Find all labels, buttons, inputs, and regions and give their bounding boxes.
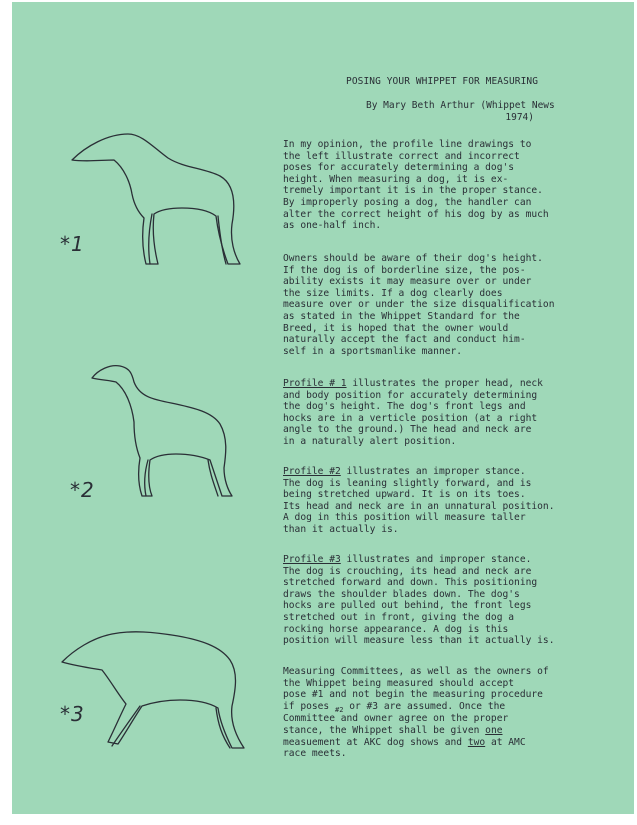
text-line	[283, 737, 583, 749]
profile-2-heading: Profile #2	[283, 466, 341, 477]
dog-profile-1-drawing	[58, 128, 248, 268]
text-line: race meets.	[283, 748, 347, 760]
text-line	[283, 378, 583, 390]
byline	[366, 100, 578, 123]
profile-3-heading: Profile #3	[283, 554, 341, 565]
text-line: poses for accurately determining a dog's	[283, 162, 515, 174]
text-fragment: or #3 are assumed. Once the	[343, 700, 506, 712]
text-line: pose #1 and not begin the measuring procedure	[283, 689, 543, 701]
text-line: draws the shoulder blades down. The dog's	[283, 588, 520, 600]
dog-profile-3-drawing	[58, 614, 248, 754]
text-line: If the dog is of borderline size, the pos-	[283, 264, 526, 276]
text-line: Its head and neck are in an unnatural position.	[283, 500, 555, 512]
text-line: stretched forward and down. This positioning	[283, 577, 538, 589]
text-line	[283, 725, 583, 737]
text-line: The dog is crouching, its head and neck are	[283, 565, 532, 577]
byline-line-1: By Mary Beth Arthur (Whippet News	[366, 100, 555, 111]
text-line: Breed, it is hoped that the owner would	[283, 322, 509, 334]
text-fragment: illustrates an improper stance.	[340, 466, 526, 477]
text-line	[283, 554, 583, 566]
byline-line-2: 1974)	[505, 111, 534, 123]
subscript-pose: #2	[334, 705, 344, 714]
text-line: as stated in the Whippet Standard for the	[283, 310, 520, 322]
text-line: Measuring Committees, as well as the owners of	[283, 666, 549, 677]
text-line: Committee and owner agree on the proper	[283, 713, 509, 725]
text-line: measure over or under the size disqualification	[283, 299, 555, 311]
text-line: self in a sportsmanlike manner.	[283, 345, 463, 357]
text-line: as one-half inch.	[283, 220, 382, 232]
text-line: tremely important it is in the proper stance.	[283, 185, 543, 197]
text-line: The dog is leaning slightly forward, and is	[283, 477, 532, 489]
text-line: position will measure less than it actually is.	[283, 635, 555, 647]
text-line: the Whippet being measured should accept	[283, 677, 515, 689]
text-line: the size limits. If a dog clearly does	[283, 287, 503, 299]
paragraph-profile-2	[283, 466, 583, 536]
text-line: In my opinion, the profile line drawings to	[283, 139, 532, 150]
profile-2-label: *2	[70, 478, 95, 502]
text-fragment: measuement at AKC dog shows and	[283, 736, 468, 748]
text-line: angle to the ground.) The head and neck are	[283, 424, 532, 436]
profile-1-heading: Profile # 1	[283, 378, 347, 389]
text-line: A dog in this position will measure taller	[283, 512, 526, 524]
text-line: in a naturally alert position.	[283, 435, 457, 447]
text-fragment: illustrates the proper head, neck	[346, 378, 543, 389]
text-line: than it actually is.	[283, 523, 399, 535]
profile-1-label: *1	[60, 232, 85, 256]
text-fragment: at AMC	[485, 736, 526, 748]
text-line	[283, 466, 583, 478]
paragraph-intro	[283, 139, 583, 232]
text-line: the dog's height. The dog's front legs and	[283, 401, 526, 413]
text-line: the left illustrate correct and incorrect	[283, 150, 520, 162]
text-fragment: if poses	[283, 700, 335, 712]
text-line: being stretched upward. It is on its toes.	[283, 489, 526, 501]
document-title: POSING YOUR WHIPPET FOR MEASURING	[346, 76, 539, 87]
underlined-two: two	[467, 736, 486, 748]
paragraph-profile-3	[283, 554, 583, 647]
paragraph-profile-1	[283, 378, 583, 448]
text-line: Owners should be aware of their dog's height.	[283, 253, 543, 264]
profile-3-label: *3	[60, 702, 85, 726]
text-line: naturally accept the fact and conduct him-	[283, 334, 526, 346]
text-line: and body position for accurately determining	[283, 389, 538, 401]
paragraph-owners	[283, 253, 583, 357]
text-line: hocks are pulled out behind, the front legs	[283, 600, 532, 612]
underlined-one: one	[485, 724, 503, 736]
text-line: hocks are in a verticle position (at a right	[283, 412, 538, 424]
text-line: rocking horse appearance. A dog is this	[283, 623, 509, 635]
text-fragment: illustrates and improper stance.	[340, 554, 532, 565]
text-fragment: stance, the Whippet shall be given	[283, 724, 486, 736]
text-line: alter the correct height of his dog by as much	[283, 208, 549, 220]
paragraph-committees	[283, 666, 583, 760]
text-line: By improperly posing a dog, the handler can	[283, 196, 532, 208]
text-line: ability exists it may measure over or under	[283, 276, 532, 288]
text-line: stretched out in front, giving the dog a	[283, 611, 515, 623]
text-line: height. When measuring a dog, it is ex-	[283, 173, 509, 185]
text-line	[283, 701, 583, 714]
